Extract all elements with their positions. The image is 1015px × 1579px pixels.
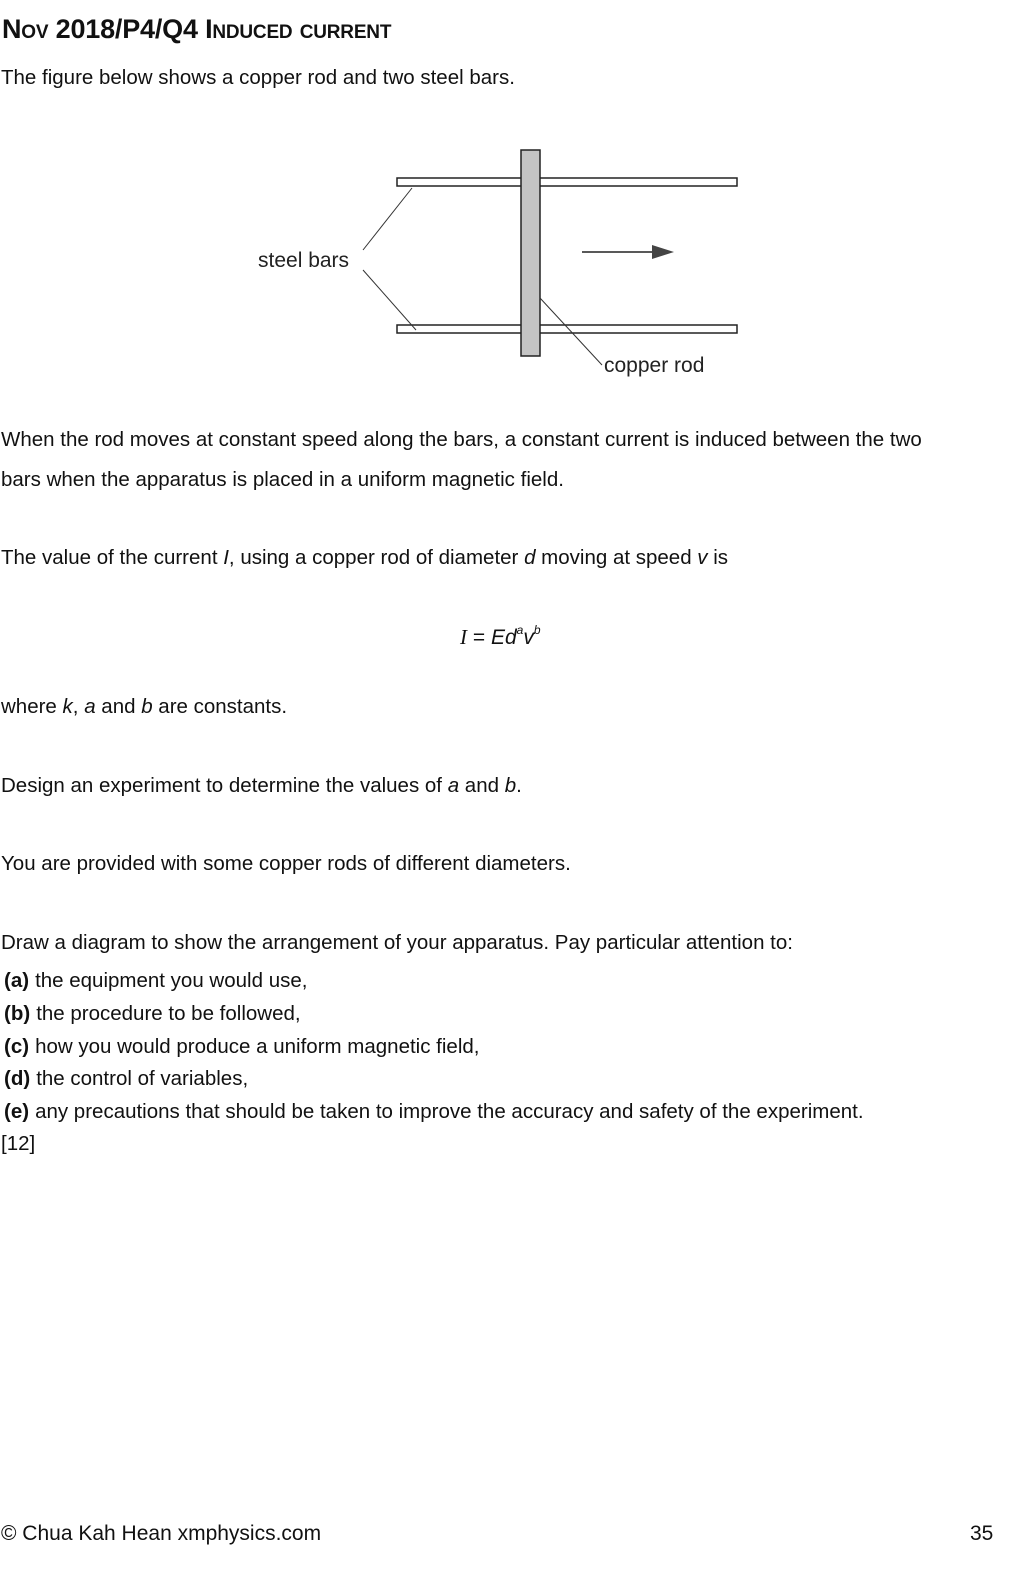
copper-rod-label: copper rod [604, 354, 705, 377]
para1-line1: When the rod moves at constant speed along the bars, a constant current is induced between the two [1, 428, 922, 451]
top-steel-bar [397, 178, 737, 186]
page-title: Nov 2018/P4/Q4 Induced current [2, 14, 392, 44]
marks: [12] [1, 1132, 36, 1155]
copper-rod [521, 150, 540, 356]
current-definition: The value of the current I, using a copper rod of diameter d moving at speed v is [1, 546, 729, 569]
steel-leader-top [363, 188, 412, 250]
rod-bars-figure [250, 140, 750, 390]
provided-text: You are provided with some copper rods of different diameters. [1, 852, 571, 875]
list-item: (b) the procedure to be followed, [4, 1002, 301, 1025]
list-item: (e) any precautions that should be taken to improve the accuracy and safety of the experiment. [4, 1100, 864, 1123]
list-item: (d) the control of variables, [4, 1067, 249, 1090]
arrow-head-icon [652, 245, 674, 259]
draw-text: Draw a diagram to show the arrangement of your apparatus. Pay particular attention to: [1, 931, 793, 954]
bottom-steel-bar [397, 325, 737, 333]
constants-text: where k, a and b are constants. [1, 695, 288, 718]
list-item: (c) how you would produce a uniform magnetic field, [4, 1035, 480, 1058]
equation: $I = Ed^av^b$ [460, 623, 541, 649]
footer-copyright: © Chua Kah Hean xmphysics.com [1, 1522, 322, 1545]
design-text: Design an experiment to determine the values of a and b. [1, 774, 522, 797]
steel-bars-label: steel bars [258, 249, 350, 272]
steel-leader-bottom [363, 270, 416, 330]
page-number: 35 [970, 1522, 994, 1545]
para1-line2: bars when the apparatus is placed in a uniform magnetic field. [1, 468, 564, 491]
intro-text: The figure below shows a copper rod and two steel bars. [1, 66, 515, 89]
list-item: (a) the equipment you would use, [4, 969, 308, 992]
